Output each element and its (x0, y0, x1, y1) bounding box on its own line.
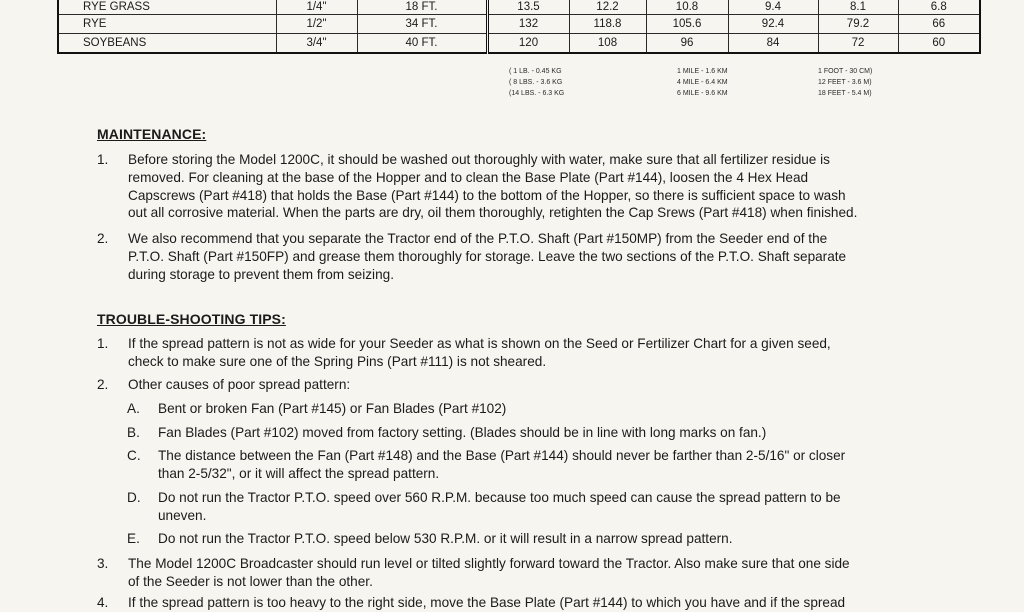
list-item-line: Do not run the Tractor P.T.O. speed over 560 R.P.M. because too much speed can cause the spread pattern to be (158, 490, 841, 505)
maintenance-heading: MAINTENANCE: (97, 126, 207, 142)
list-item-line: check to make sure one of the Spring Pins (Part #111) is not sheared. (128, 353, 547, 369)
list-item-number: B. (127, 425, 140, 440)
rate-cell: 79.2 (818, 15, 898, 34)
conversion-note: (14 LBS. - 6.3 KG (509, 89, 565, 97)
width-cell: 18 FT. (357, 0, 487, 15)
list-item-line: uneven. (158, 507, 207, 523)
list-item-line: than 2-5/32", or it will affect the spread pattern. (158, 465, 440, 481)
list-item-number: C. (127, 448, 141, 463)
list-item-line: Other causes of poor spread pattern: (128, 377, 351, 392)
list-item-line: The Model 1200C Broadcaster should run level or tilted slightly forward toward the Tractor. Also make sure that one side (128, 556, 850, 571)
rate-cell: 84 (728, 34, 818, 54)
conversion-note: 12 FEET - 3.6 M) (818, 78, 872, 86)
width-cell: 40 FT. (357, 34, 487, 54)
table-row (58, 34, 980, 54)
conversion-note: 6 MILE - 9.6 KM (677, 89, 728, 97)
rate-cell: 66 (898, 15, 980, 34)
rate-cell: 60 (898, 34, 980, 54)
rate-cell: 13.5 (487, 0, 569, 15)
rate-cell: 9.4 (728, 0, 818, 15)
list-item-line: Before storing the Model 1200C, it should be washed out thoroughly with water, make sure that all fertilizer residue is (128, 152, 830, 167)
rate-cell: 12.2 (569, 0, 646, 15)
list-item-line: P.T.O. Shaft (Part #150FP) and grease them thoroughly for storage. Leave the two sections of the P.T.O. Shaft separate (128, 248, 847, 264)
conversion-note: 18 FEET - 5.4 M) (818, 89, 872, 97)
rate-cell: 92.4 (728, 15, 818, 34)
rate-cell: 120 (487, 34, 569, 54)
list-item-line: Capscrews (Part #418) that holds the Base (Part #144) to the bottom of the Hopper, so there is sufficient space to wash (128, 187, 846, 203)
rate-cell: 8.1 (818, 0, 898, 15)
list-item-number: D. (127, 490, 141, 505)
list-item-line: of the Seeder is not lower than the other. (128, 573, 373, 589)
rate-cell: 72 (818, 34, 898, 54)
rate-cell: 96 (646, 34, 728, 54)
table-row (58, 0, 980, 15)
width-cell: 34 FT. (357, 15, 487, 34)
list-item-number: E. (127, 531, 140, 546)
list-item-line: If the spread pattern is not as wide for your Seeder as what is shown on the Seed or Fertilizer Chart for a given seed, (128, 336, 831, 351)
length-conversions (818, 67, 872, 99)
list-item-number: 2. (97, 377, 109, 392)
distance-conversions (677, 67, 728, 99)
rate-cell: 6.8 (898, 0, 980, 15)
list-item-line: Fan Blades (Part #102) moved from factory setting. (Blades should be in line with long marks on fan.) (158, 425, 767, 440)
list-item-line: If the spread pattern is too heavy to the right side, move the Base Plate (Part #144) to which you have and if the spread (128, 595, 846, 610)
seed-rate-table (57, 0, 981, 54)
list-item-line: The distance between the Fan (Part #148) and the Base (Part #144) should never be farther than 2-5/16" or closer (158, 448, 846, 463)
list-item-number: 4. (97, 595, 109, 610)
size-cell: 1/2" (276, 15, 357, 34)
table-row (58, 15, 980, 34)
rate-cell: 10.8 (646, 0, 728, 15)
size-cell: 1/4" (276, 0, 357, 15)
weight-conversions (509, 67, 564, 99)
troubleshooting-heading: TROUBLE-SHOOTING TIPS: (97, 311, 286, 327)
seed-cell: SOYBEANS (58, 34, 276, 54)
list-item-line: We also recommend that you separate the Tractor end of the P.T.O. Shaft (Part #150MP) from the Seeder end of the (128, 231, 828, 246)
rate-cell: 105.6 (646, 15, 728, 34)
list-item-line: out all corrosive material. When the parts are dry, oil them thoroughly, retighten the Cap Srews (Part #418) when finished. (128, 205, 858, 221)
conversion-note: ( 1 LB. - 0.45 KG (509, 68, 562, 75)
size-cell: 3/4" (276, 34, 357, 54)
seed-cell: RYE (58, 15, 276, 34)
conversion-note: ( 8 LBS. - 3.6 KG (509, 78, 563, 86)
conversion-note: 1 MILE - 1.6 KM (677, 68, 728, 75)
list-item-number: A. (127, 401, 140, 416)
list-item-number: 2. (97, 231, 109, 246)
conversion-note: 4 MILE - 6.4 KM (677, 78, 728, 86)
conversion-note: 1 FOOT - 30 CM) (818, 68, 873, 75)
rate-cell: 118.8 (569, 15, 646, 34)
list-item-line: during storage to prevent them from seizing. (128, 266, 394, 282)
list-item-number: 3. (97, 556, 109, 571)
list-item-number: 1. (97, 152, 109, 167)
seed-cell: RYE GRASS (58, 0, 276, 15)
rate-cell: 132 (487, 15, 569, 34)
list-item-line: Bent or broken Fan (Part #145) or Fan Blades (Part #102) (158, 401, 507, 416)
list-item-number: 1. (97, 336, 109, 351)
list-item-line: removed. For cleaning at the base of the Hopper and to clean the Base Plate (Part #144), loosen the 4 Hex Head (128, 169, 809, 185)
list-item-line: Do not run the Tractor P.T.O. speed below 530 R.P.M. or it will result in a narrow spread pattern. (158, 531, 733, 546)
rate-cell: 108 (569, 34, 646, 54)
